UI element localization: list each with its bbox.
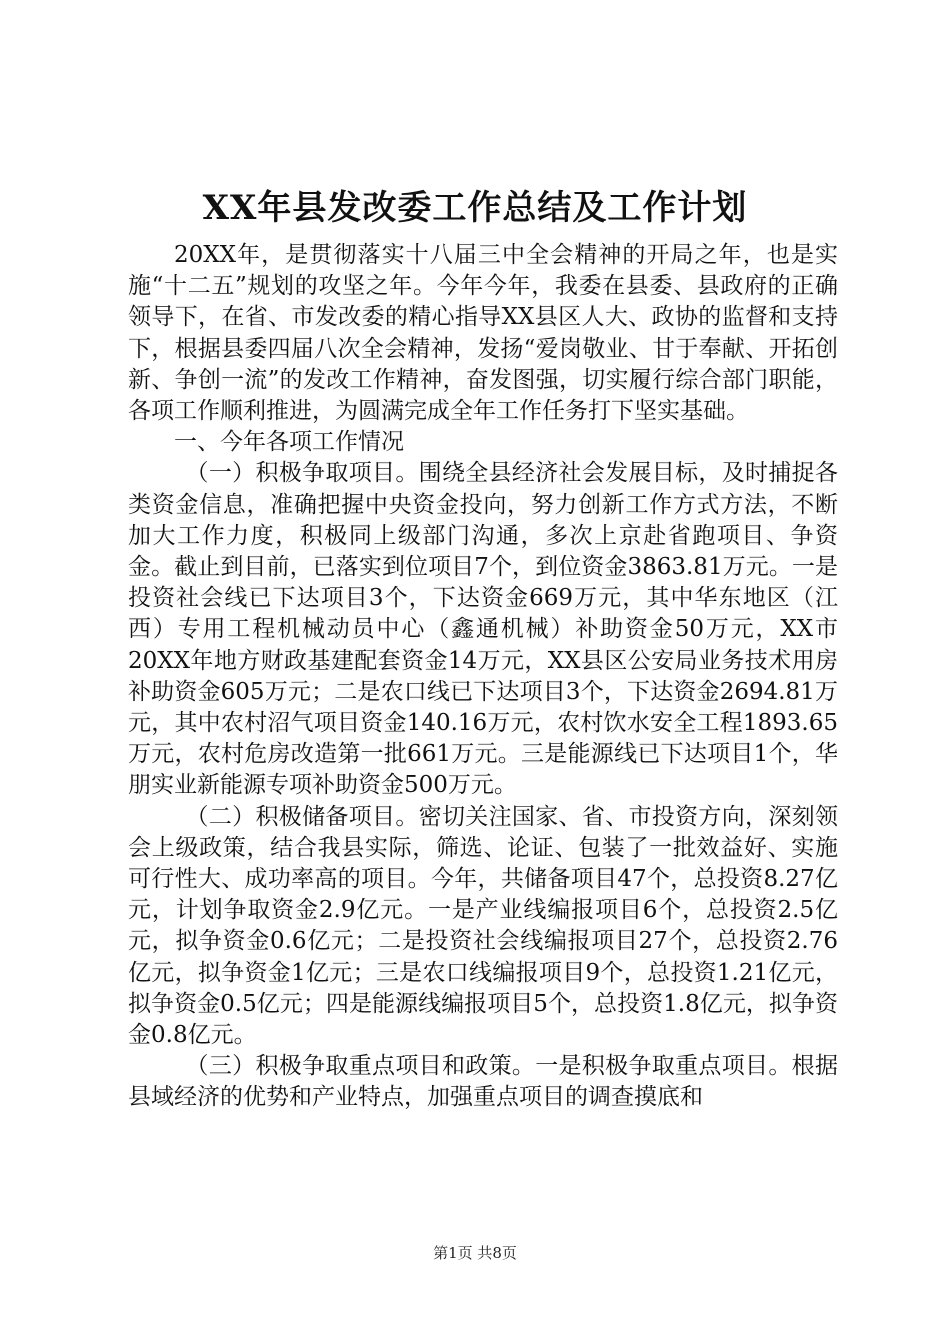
paragraph-intro: 20XX年，是贯彻落实十八届三中全会精神的开局之年，也是实施“十二五”规划的攻坚之年。今年今年，我委在县委、县政府的正确领导下，在省、市发改委的精心指导XX县区人大、政协的监督和支持下，根据县委四届八次全会精神，发扬“爱岗敬业、甘于奉献、开拓创新、争创一流”的发改工作精神，奋发图强，切实履行综合部门职能，各项工作顺利推进，为圆满完成全年工作任务打下坚实基础。 xyxy=(128,242,838,425)
paragraph-item-2: （二）积极储备项目。密切关注国家、省、市投资方向，深刻领会上级政策，结合我县实际，筛选、论证、包装了一批效益好、实施可行性大、成功率高的项目。今年，共储备项目47个，总投资8.27亿元，计划争取资金2.9亿元。一是产业线编报项目6个，总投资2.5亿元，拟争资金0.6亿元；二是投资社会线编报项目27个，总投资2.76亿元，拟争资金1亿元；三是农口线编报项目9个，总投资1.21亿元，拟争资金0.5亿元；四是能源线编报项目5个，总投资1.8亿元，拟争资金0.8亿元。 xyxy=(128,803,838,1049)
page-footer: 第1页 共8页 xyxy=(433,1244,517,1262)
section-heading: 一、今年各项工作情况 xyxy=(174,429,404,456)
document-title: XX年县发改委工作总结及工作计划 xyxy=(202,188,748,228)
paragraph-item-1: （一）积极争取项目。围绕全县经济社会发展目标，及时捕捉各类资金信息，准确把握中央资金投向，努力创新工作方式方法，不断加大工作力度，积极同上级部门沟通，多次上京赴省跑项目、争资金。截止到目前，已落实到位项目7个，到位资金3863.81万元。一是投资社会线已下达项目3个，下达资金669万元，其中华东地区（江西）专用工程机械动员中心（鑫通机械）补助资金50万元，XX市20XX年地方财政基建配套资金14万元，XX县区公安局业务技术用房补助资金605万元；二是农口线已下达项目3个，下达资金2694.81万元，其中农村沼气项目资金140.16万元，农村饮水安全工程1893.65万元，农村危房改造第一批661万元。三是能源线已下达项目1个，华朋实业新能源专项补助资金500万元。 xyxy=(128,460,838,799)
document-body xyxy=(128,240,838,1114)
paragraph-item-3: （三）积极争取重点项目和政策。一是积极争取重点项目。根据县域经济的优势和产业特点，加强重点项目的调查摸底和 xyxy=(128,1053,838,1111)
